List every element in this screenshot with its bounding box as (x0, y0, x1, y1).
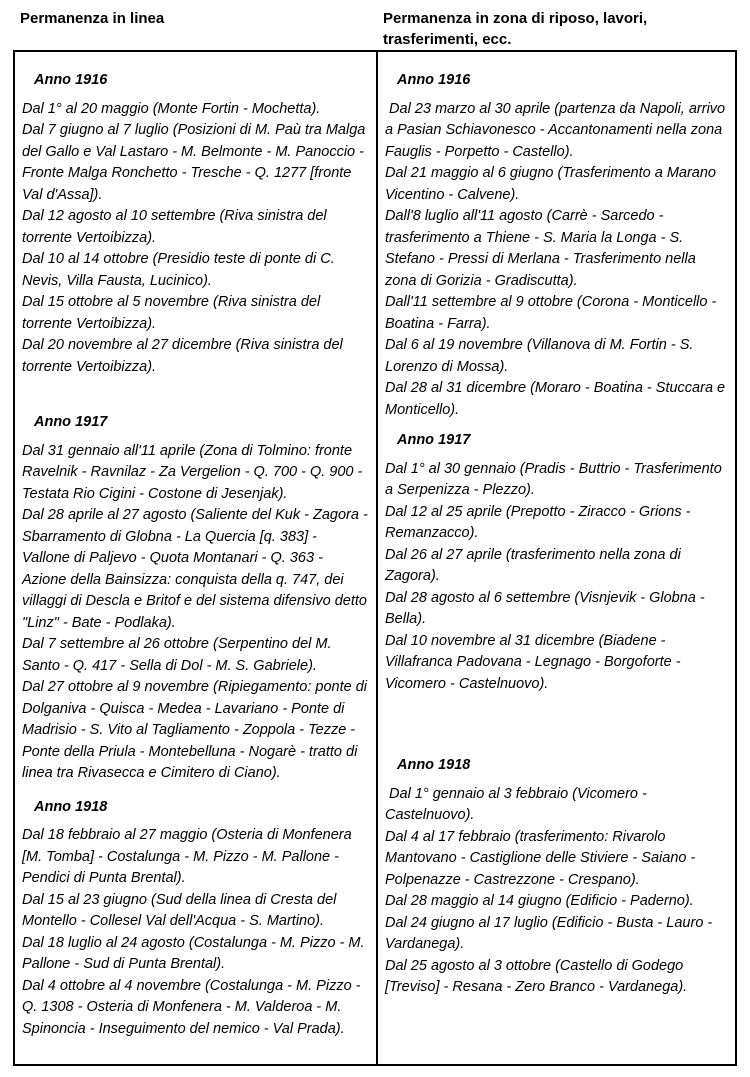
service-entry: Dal 21 maggio al 6 giugno (Trasferimento a Marano Vicentino - Calvene). (385, 165, 721, 203)
service-entry: Dal 12 al 25 aprile (Prepotto - Ziracco - Grions - Remanzacco). (385, 503, 695, 541)
service-entry: Dal 1° gennaio al 3 febbraio (Vicomero - Castelnuovo). (385, 785, 651, 823)
year-heading: Anno 1918 (397, 757, 471, 773)
service-entry: Dal 12 agosto al 10 settembre (Riva sinistra del torrente Vertoibizza). (22, 208, 331, 246)
service-entry: Dal 26 al 27 aprile (trasferimento nella zona di Zagora). (385, 546, 685, 584)
service-entry: Dal 23 marzo al 30 aprile (partenza da Napoli, arrivo a Pasian Schiavonesco - Accantonamenti nella zona Fauglis - Porpetto - Castello). (385, 100, 730, 160)
year-heading: Anno 1916 (397, 72, 471, 88)
year-section (385, 70, 730, 421)
service-entry: Dal 15 al 23 giugno (Sud della linea di Cresta del Montello - Collesel Val dell'Acqua - S. Martino). (22, 891, 341, 929)
service-entry: Dal 15 ottobre al 5 novembre (Riva sinistra del torrente Vertoibizza). (22, 294, 325, 332)
column-in-line (15, 52, 378, 1064)
service-entry: Dal 4 ottobre al 4 novembre (Costalunga - M. Pizzo - Q. 1308 - Osteria di Monfenera - M. Valderoa - M. Spinoncia - Inseguimento del nemico - Val Prada). (22, 977, 365, 1037)
service-entry: Dal 28 aprile al 27 agosto (Saliente del Kuk - Zagora - Sbarramento di Globna - La Quercia [q. 383] - Vallone di Paljevo - Quota Montanari - Q. 363 - Azione della Bainsizza: conquista della q. 747, dei villaggi di Descla e Britof e del sistema difensivo detto "Linz" - Bate - Podlaka). (22, 507, 372, 631)
service-entry: Dal 24 giugno al 17 luglio (Edificio - Busta - Lauro - Vardanega). (385, 914, 717, 952)
service-entry: Dal 28 al 31 dicembre (Moraro - Boatina - Stuccara e Monticello). (385, 380, 730, 418)
year-section (22, 797, 368, 1041)
service-entry: Dal 28 agosto al 6 settembre (Visnjevik - Globna - Bella). (385, 589, 709, 627)
left-column-header: Permanenza in linea (20, 10, 165, 27)
service-entry: Dal 1° al 20 maggio (Monte Fortin - Mochetta). (22, 100, 321, 117)
right-column-header: Permanenza in zona di riposo, lavori, trasferimenti, ecc. (383, 10, 648, 48)
service-entry: Dal 31 gennaio all'11 aprile (Zona di Tolmino: fronte Ravelnik - Ravnilaz - Za Vergelion - Q. 700 - Q. 900 - Testata Rio Cigini - Costone di Jesenjak). (22, 442, 367, 502)
service-entry: Dall'8 luglio all'11 agosto (Carrè - Sarcedo - trasferimento a Thiene - S. Maria la Longa - S. Stefano - Pressi di Merlana - Trasferimento nella zona di Gorizia - Gradiscutta). (385, 208, 700, 289)
service-entry: Dal 4 al 17 febbraio (trasferimento: Rivarolo Mantovano - Castiglione delle Stiviere - Saiano - Polpenazze - Castrezzone - Crespano). (385, 828, 700, 888)
column-rest-zone (378, 52, 735, 1064)
service-entry: Dal 25 agosto al 3 ottobre (Castello di Godego [Treviso] - Resana - Zero Branco - Vardanega). (385, 957, 688, 995)
service-entry: Dal 27 ottobre al 9 novembre (Ripiegamento: ponte di Dolganiva - Quisca - Medea - Lavariano - Ponte di Madrisio - S. Vito al Tagliamento - Zoppola - Tezze - Ponte della Priula - Montebelluna - Nogarè - tratto di linea tra Rivasecca e Cimitero di Ciano). (22, 679, 372, 781)
service-entry: Dal 7 settembre al 26 ottobre (Serpentino del M. Santo - Q. 417 - Sella di Dol - M. S. Gabriele). (22, 636, 336, 674)
service-entry: Dal 6 al 19 novembre (Villanova di M. Fortin - S. Lorenzo di Mossa). (385, 337, 698, 375)
service-entry: Dal 18 luglio al 24 agosto (Costalunga - M. Pizzo - M. Pallone - Sud di Punta Brental). (22, 934, 369, 972)
year-heading: Anno 1917 (397, 432, 471, 448)
service-entry: Dal 20 novembre al 27 dicembre (Riva sinistra del torrente Vertoibizza). (22, 337, 347, 375)
service-entry: Dal 28 maggio al 14 giugno (Edificio - Paderno). (385, 893, 694, 909)
year-section (385, 755, 727, 999)
service-entry: Dal 10 novembre al 31 dicembre (Biadene - Villafranca Padovana - Legnago - Borgoforte - Vicomero - Castelnuovo). (385, 632, 685, 692)
service-entry: Dal 1° al 30 gennaio (Pradis - Buttrio - Trasferimento a Serpenizza - Plezzo). (385, 460, 726, 498)
year-section (22, 70, 368, 378)
year-section (22, 412, 372, 785)
service-entry: Dal 10 al 14 ottobre (Presidio teste di ponte di C. Nevis, Villa Fausta, Lucinico). (22, 251, 339, 289)
service-entry: Dal 7 giugno al 7 luglio (Posizioni di M. Paù tra Malga del Gallo e Val Lastaro - M. Belmonte - M. Panoccio - Fronte Malga Ronchetto - Tresche - Q. 1277 [fronte Val d'Assa]). (22, 122, 370, 203)
service-record-table (13, 50, 737, 1066)
year-heading: Anno 1917 (34, 414, 108, 430)
year-heading: Anno 1916 (34, 72, 108, 88)
service-entry: Dal 18 febbraio al 27 maggio (Osteria di Monfenera [M. Tomba] - Costalunga - M. Pizzo - M. Pallone - Pendici di Punta Brental). (22, 827, 356, 886)
service-entry: Dall'11 settembre al 9 ottobre (Corona - Monticello - Boatina - Farra). (385, 294, 721, 332)
year-heading: Anno 1918 (34, 798, 108, 815)
year-section (385, 430, 727, 695)
